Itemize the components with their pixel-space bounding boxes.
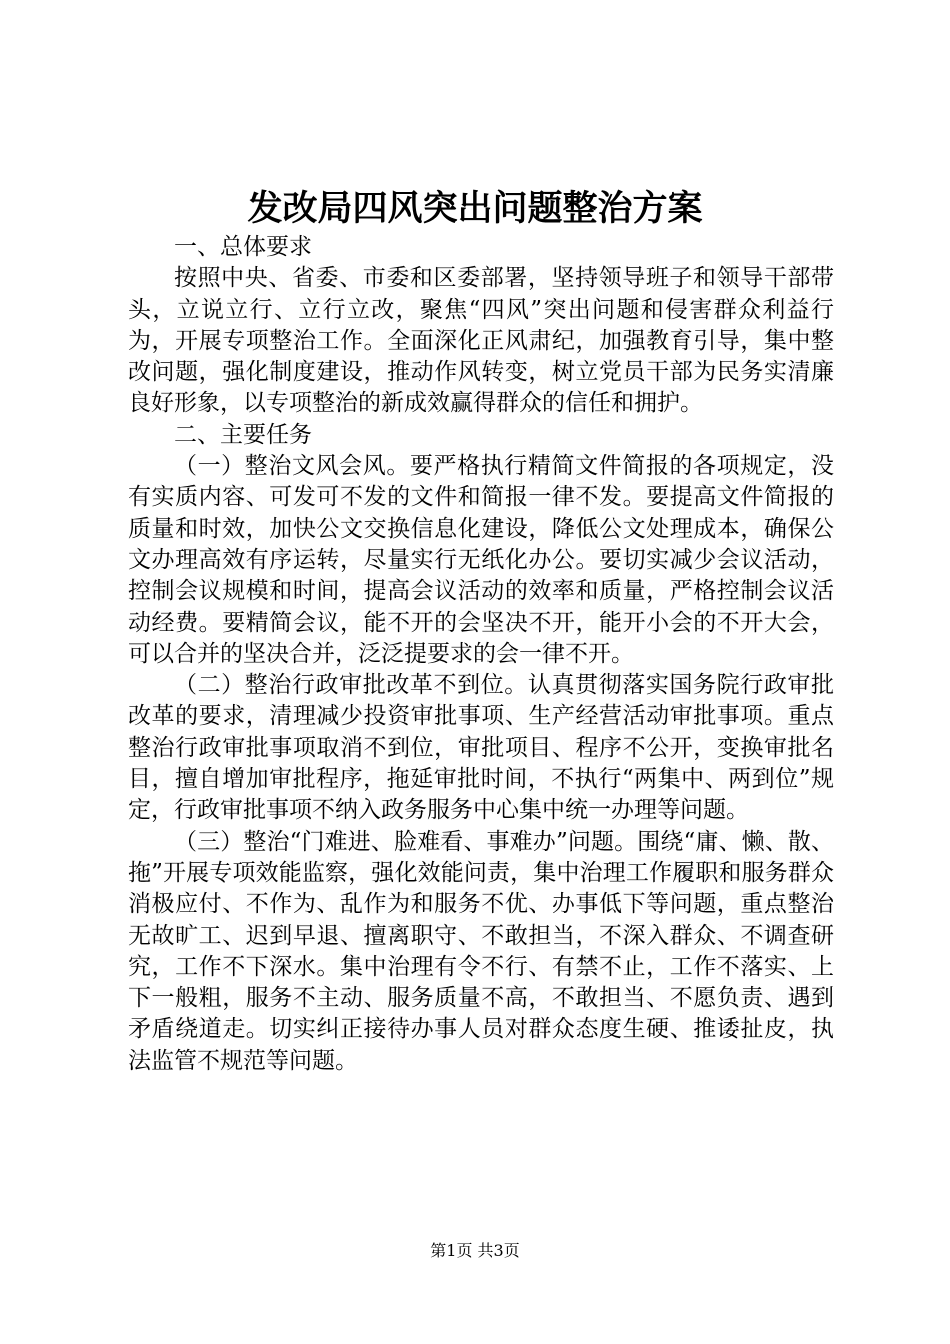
paragraph-task-3: （三）整治“门难进、脸难看、事难办”问题。围绕“庸、懒、散、拖”开展专项效能监察，强化效能问责，集中治理工作履职和服务群众消极应付、不作为、乱作为和服务不优、办事低下等问题，重点整治无故旷工、迟到早退、擅离职守、不敢担当，不深入群众、不调查研究，工作不下深水。集中治理有令不行、有禁不止，工作不落实、上下一般粗，服务不主动、服务质量不高，不敢担当、不愿负责、遇到矛盾绕道走。切实纠正接待办事人员对群众态度生硬、推诿扯皮，执法监管不规范等问题。	[128, 828, 834, 1074]
page-footer: 第1页 共3页	[430, 1241, 520, 1260]
section-heading-main-tasks: 二、主要任务	[174, 421, 312, 448]
section-heading-general-requirements: 一、总体要求	[174, 234, 312, 260]
paragraph-task-1: （一）整治文风会风。要严格执行精简文件简报的各项规定，没有实质内容、可发可不发的文件和简报一律不发。要提高文件简报的质量和时效，加快公文交换信息化建设，降低公文处理成本，确保公文办理高效有序运转，尽量实行无纸化办公。要切实减少会议活动，控制会议规模和时间，提高会议活动的效率和质量，严格控制会议活动经费。要精简会议，能不开的会坚决不开，能开小会的不开大会，可以合并的坚决合并，泛泛提要求的会一律不开。	[128, 453, 834, 667]
document-body	[128, 232, 834, 1077]
paragraph-task-2: （二）整治行政审批改革不到位。认真贯彻落实国务院行政审批改革的要求，清理减少投资审批事项、生产经营活动审批事项。重点整治行政审批事项取消不到位，审批项目、程序不公开，变换审批名目，擅自增加审批程序，拖延审批时间，不执行“两集中、两到位”规定，行政审批事项不纳入政务服务中心集中统一办理等问题。	[128, 672, 834, 824]
paragraph-general-requirements: 按照中央、省委、市委和区委部署，坚持领导班子和领导干部带头，立说立行、立行立改，聚焦“四风”突出问题和侵害群众利益行为，开展专项整治工作。全面深化正风肃纪，加强教育引导，集中整改问题，强化制度建设，推动作风转变，树立党员干部为民务实清廉良好形象，以专项整治的新成效赢得群众的信任和拥护。	[128, 265, 834, 417]
document-title: 发改局四风突出问题整治方案	[247, 188, 703, 229]
